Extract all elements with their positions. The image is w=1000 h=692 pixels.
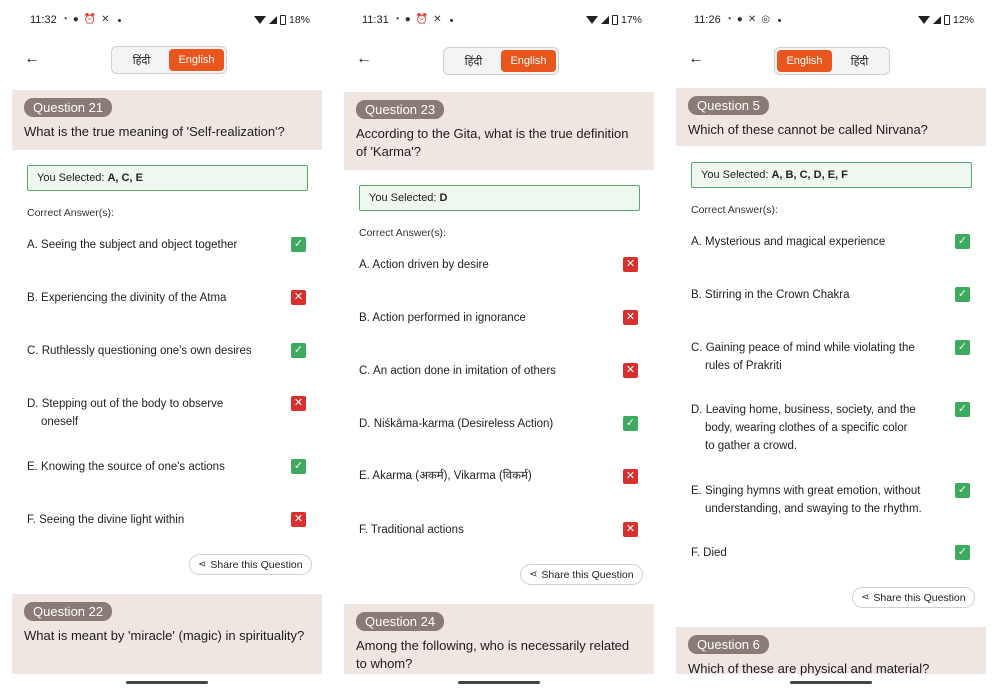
option-text: D. Niśkāma-karma (Desireless Action) [359,418,554,430]
question-number-badge: Question 6 [688,635,769,654]
option-d [27,395,257,431]
option-f [27,511,257,529]
language-toggle [774,47,890,75]
option-d [691,401,946,455]
option-text: D. Leaving home, business, society, and the [691,404,916,416]
status-bar [30,12,310,28]
option-f [691,544,921,562]
gesture-nav-bar[interactable] [458,681,540,684]
question-card [12,90,322,150]
correct-check-icon: ✓ [955,483,970,498]
language-option-hindi[interactable]: हिंदी [850,55,869,68]
selected-value: A, B, C, D, E, F [771,169,848,181]
ai-icon: ◎ [761,14,770,25]
option-text-continued: to gather a crowd. [705,440,798,452]
wifi-icon [586,16,598,24]
share-icon: ⋖ [529,569,538,580]
correct-check-icon: ✓ [955,287,970,302]
option-text: A. Action driven by desire [359,259,489,271]
question-text: What is the true meaning of 'Self-realization'? [24,124,285,139]
option-text-continued: understanding, and swaying to the rhythm. [705,503,922,515]
language-toggle [443,47,559,75]
selected-value: A, C, E [107,172,143,184]
status-time: 11:31 [362,14,389,26]
alarm-icon: ⏰ [83,14,97,25]
status-time: 11:32 [30,14,57,26]
question-text: Among the following, who is necessarily related to whom? [356,638,630,671]
option-text: B. Experiencing the divinity of the Atma [27,292,227,304]
next-question-card[interactable] [676,627,986,674]
status-bar [362,12,642,28]
quiz-panel-3 [664,0,1000,692]
option-text: E. Akarma (अकर्म), Vikarma (विकर्म) [359,470,532,482]
question-card [344,92,654,170]
whatsapp-icon: ◔ [61,14,68,25]
option-e [359,467,589,485]
selected-value: D [439,192,448,204]
incorrect-cross-icon: ✕ [623,257,638,272]
option-c [27,342,257,360]
selected-answers-box [691,162,972,188]
option-text: F. Died [691,547,727,559]
option-text: E. Singing hymns with great emotion, without [691,485,921,497]
option-e [691,482,953,518]
back-arrow-icon[interactable]: ← [688,50,704,67]
correct-answers-label: Correct Answer(s): [359,227,446,239]
battery-icon [612,15,618,25]
incorrect-cross-icon: ✕ [291,512,306,527]
share-label: Share this Question [541,568,634,581]
signal-icon [601,16,609,24]
back-arrow-icon[interactable]: ← [24,50,40,67]
correct-check-icon: ✓ [291,459,306,474]
correct-answers-label: Correct Answer(s): [27,207,114,219]
question-number-badge: Question 24 [356,612,444,631]
chat-icon: ● [72,14,79,25]
option-f [359,521,589,539]
question-number-badge: Question 22 [24,602,112,621]
x-icon: ✕ [101,14,110,25]
selected-answers-box [359,185,640,211]
option-text: A. Seeing the subject and object together [27,239,238,251]
option-text: D. Stepping out of the body to observe [27,398,224,410]
correct-check-icon: ✓ [291,343,306,358]
share-icon: ⋖ [861,592,870,603]
wifi-icon [254,16,266,24]
option-text: E. Knowing the source of one's actions [27,461,225,473]
gesture-nav-bar[interactable] [790,681,872,684]
option-a [359,256,589,274]
option-e [27,458,257,476]
correct-check-icon: ✓ [291,237,306,252]
selected-label: You Selected: [701,169,769,181]
x-icon: ✕ [747,14,757,25]
question-text: Which of these cannot be called Nirvana? [688,122,928,137]
battery-icon [944,15,950,25]
share-question-button[interactable] [189,554,312,575]
option-text-continued: body, wearing clothes of a specific color [705,422,908,434]
incorrect-cross-icon: ✕ [623,363,638,378]
more-notifications-icon [778,19,781,22]
option-text: C. Ruthlessly questioning one's own desires [27,345,252,357]
option-d [359,415,589,433]
question-number-badge: Question 21 [24,98,112,117]
whatsapp-icon: ◔ [393,14,400,25]
incorrect-cross-icon: ✕ [623,310,638,325]
correct-check-icon: ✓ [955,340,970,355]
option-text: F. Traditional actions [359,524,464,536]
quiz-panel-1 [0,0,336,692]
share-label: Share this Question [210,558,303,571]
option-b [359,309,589,327]
next-question-card[interactable] [344,604,654,674]
option-text: C. An action done in imitation of others [359,365,556,377]
option-text: B. Stirring in the Crown Chakra [691,289,850,301]
selected-answers-box [27,165,308,191]
language-toggle [111,46,227,74]
gesture-nav-bar[interactable] [126,681,208,684]
signal-icon [933,16,941,24]
option-c [359,362,589,380]
correct-check-icon: ✓ [623,416,638,431]
language-option-english[interactable]: English [777,50,832,72]
option-b [691,286,941,304]
option-text-continued: rules of Prakriti [705,360,782,372]
chat-icon: ● [736,14,743,25]
language-option-english[interactable]: English [501,50,556,72]
quiz-panel-2 [332,0,668,692]
share-label: Share this Question [873,591,966,604]
option-text-continued: oneself [41,416,79,428]
question-number-badge: Question 23 [356,100,444,119]
battery-percent: 18% [288,14,310,26]
question-number-badge: Question 5 [688,96,769,115]
alarm-icon: ⏰ [415,14,429,25]
signal-icon [269,16,277,24]
x-icon: ✕ [433,14,442,25]
option-a [27,236,257,254]
question-text: Which of these are physical and material? [688,661,930,676]
question-text: According to the Gita, what is the true definition of 'Karma'? [356,126,629,159]
option-b [27,289,257,307]
language-option-english[interactable]: English [169,49,224,71]
battery-percent: 17% [620,14,642,26]
correct-check-icon: ✓ [955,545,970,560]
option-text: C. Gaining peace of mind while violating the [691,342,915,354]
option-text: A. Mysterious and magical experience [691,236,886,248]
wifi-icon [918,16,930,24]
chat-icon: ● [404,14,411,25]
incorrect-cross-icon: ✕ [623,522,638,537]
correct-check-icon: ✓ [955,402,970,417]
battery-icon [280,15,286,25]
option-c [691,339,946,375]
option-text: F. Seeing the divine light within [27,514,185,526]
correct-answers-label: Correct Answer(s): [691,204,778,216]
share-question-button[interactable] [520,564,643,585]
incorrect-cross-icon: ✕ [623,469,638,484]
whatsapp-icon: ◔ [725,14,732,25]
selected-label: You Selected: [369,192,437,204]
next-question-card[interactable] [12,594,322,674]
correct-check-icon: ✓ [955,234,970,249]
share-icon: ⋖ [198,559,207,570]
back-arrow-icon[interactable]: ← [356,50,372,67]
status-bar [694,12,974,28]
share-question-button[interactable] [852,587,975,608]
incorrect-cross-icon: ✕ [291,290,306,305]
option-a [691,233,941,251]
option-text: B. Action performed in ignorance [359,312,526,324]
status-time: 11:26 [694,14,721,26]
question-card [676,88,986,146]
selected-label: You Selected: [37,172,105,184]
more-notifications-icon [118,19,121,22]
incorrect-cross-icon: ✕ [291,396,306,411]
language-option-hindi[interactable]: हिंदी [132,54,151,67]
battery-percent: 12% [952,14,974,26]
more-notifications-icon [450,19,453,22]
language-option-hindi[interactable]: हिंदी [464,55,483,68]
question-text: What is meant by 'miracle' (magic) in spirituality? [24,628,305,643]
